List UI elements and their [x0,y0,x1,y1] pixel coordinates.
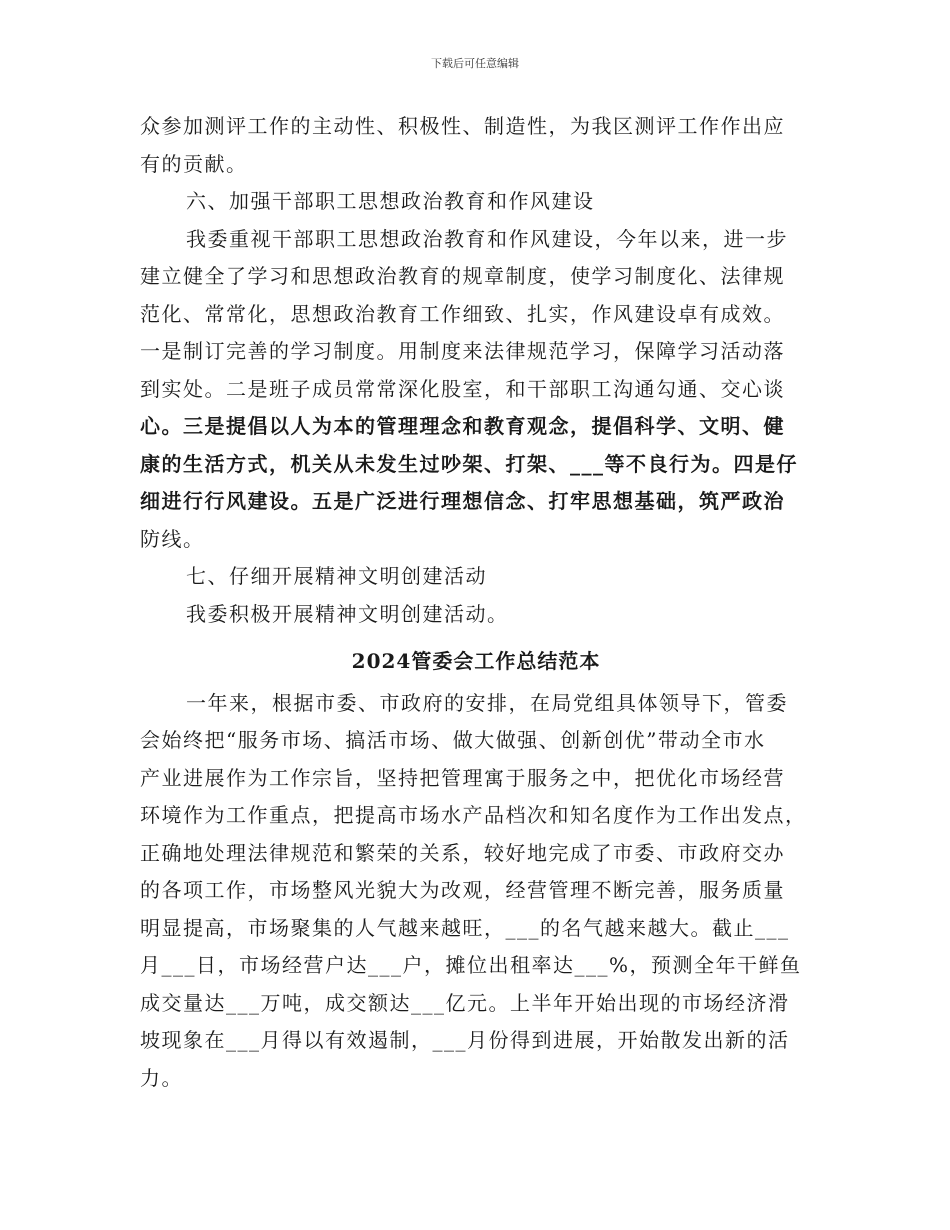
text-line: 坡现象在___月得以有效遏制，___月份得到进展，开始散发出新的活 [140,1028,790,1052]
text-line: 一年来，根据市委、市政府的安排，在局党组具体领导下，管委 [186,690,788,715]
text-line: 力。 [140,1065,183,1090]
text-line: 产业进展作为工作宗旨，坚持把管理寓于服务之中，把优化市场经营 [140,765,785,790]
paragraph-block-a [140,108,812,633]
text-line: 的各项工作，市场整风光貌大为改观，经营管理不断完善，服务质量 [140,878,785,902]
paragraph-block-b [140,685,812,1098]
text-line: 到实处。二是班子成员常常深化股室，和干部职工沟通勾通、交心谈 [140,376,785,401]
text-line: 我委积极开展精神文明创建活动。 [186,601,509,626]
text-line: 七、仔细开展精神文明创建活动 [186,564,487,588]
text-line: 我委重视干部职工思想政治教育和作风建设，今年以来，进一步 [186,226,788,251]
text-line: 正确地处理法律规范和繁荣的关系，较好地完成了市委、市政府交办 [140,840,785,865]
text-line: 防线。 [140,526,205,551]
text-line: 一是制订完善的学习制度。用制度来法律规范学习，保障学习活动落 [140,339,785,363]
text-line: 众参加测评工作的主动性、积极性、制造性，为我区测评工作作出应 [140,114,785,138]
text-line: 范化、常常化，思想政治教育工作细致、扎实，作风建设卓有成效。 [140,301,785,326]
text-line: 会始终把“服务市场、搞活市场、做大做强、创新创优”带动全市水 [140,728,766,752]
text-line: 明显提高，市场聚集的人气越来越旺，___的名气越来越大。截止___ [140,915,790,940]
text-line: 六、加强干部职工思想政治教育和作风建设 [186,189,595,213]
text-line: 康的生活方式，机关从未发生过吵架、打架、___等不良行为。四是仔 [140,451,798,476]
text-line: 心。三是提倡以人为本的管理理念和教育观念，提倡科学、文明、健 [140,414,785,438]
document-body [140,108,812,1097]
text-line: 环境作为工作重点，把提高市场水产品档次和知名度作为工作出发点， [140,803,807,827]
section-title: 2024管委会工作总结范本 [351,649,601,673]
text-line: 建立健全了学习和思想政治教育的规章制度，使学习制度化、法律规 [140,264,785,288]
text-line: 细进行行风建设。五是广泛进行理想信念、打牢思想基础，筑严政治 [140,489,785,513]
text-line: 有的贡献。 [140,151,248,176]
text-line: 成交量达___万吨，成交额达___亿元。上半年开始出现的市场经济滑 [140,990,790,1015]
text-line: 月___日，市场经营户达___户，摊位出租率达___%，预测全年干鲜鱼 [140,953,802,977]
page-header: 下载后可任意编辑 [431,57,519,70]
